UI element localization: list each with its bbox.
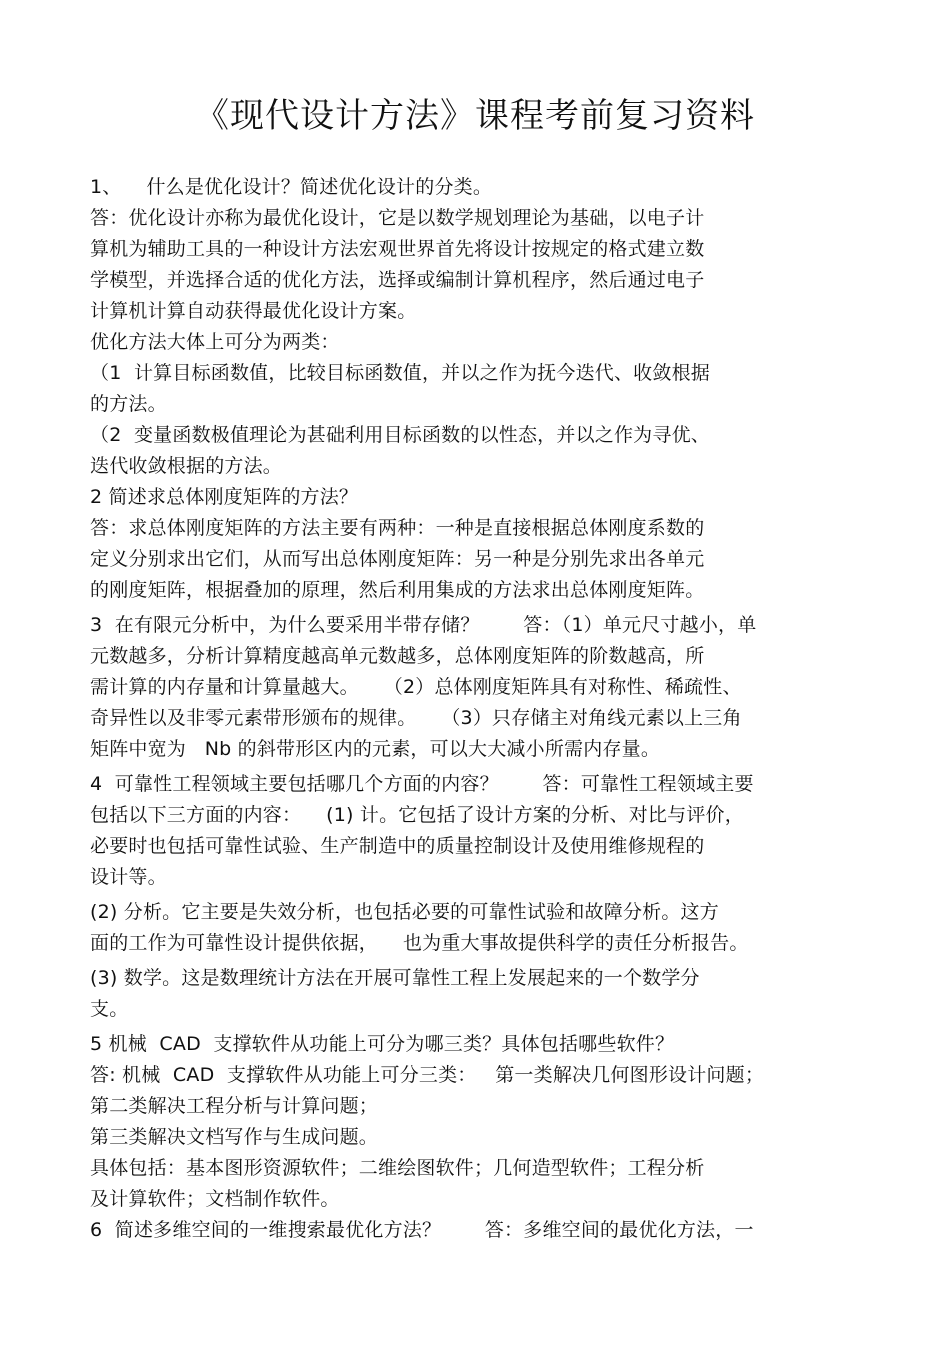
text-line: 答：求总体刚度矩阵的方法主要有两种：一种是直接根据总体刚度系数的 <box>90 517 705 539</box>
text-line: 6 简述多维空间的一维搜索最优化方法？ 答：多维空间的最优化方法，一 <box>90 1219 754 1241</box>
text-line: 奇异性以及非零元素带形颁布的规律。 （3）只存储主对角线元素以上三角 <box>90 707 742 729</box>
text-line: 矩阵中宽为 Nb 的斜带形区内的元素，可以大大减小所需内存量。 <box>90 738 661 760</box>
text-line: 迭代收敛根据的方法。 <box>90 455 283 477</box>
text-line: 支。 <box>90 998 129 1020</box>
text-line: 2 简述求总体刚度矩阵的方法？ <box>90 486 359 508</box>
text-line: （2 变量函数极值理论为甚础利用目标函数的以性态，并以之作为寻优、 <box>90 424 710 446</box>
text-line: 4 可靠性工程领域主要包括哪几个方面的内容？ 答：可靠性工程领域主要 <box>90 773 754 795</box>
text-line: 需计算的内存量和计算量越大。 （2）总体刚度矩阵具有对称性、稀疏性、 <box>90 676 742 698</box>
text-line: 答: 机械 CAD 支撑软件从功能上可分三类： 第一类解决几何图形设计问题； <box>90 1064 765 1086</box>
text-line: 设计等。 <box>90 866 167 888</box>
text-line: 及计算软件；文档制作软件。 <box>90 1188 340 1210</box>
text-line: 5 机械 CAD 支撑软件从功能上可分为哪三类？具体包括哪些软件？ <box>90 1033 675 1055</box>
text-line: 第三类解决文档写作与生成问题。 <box>90 1126 379 1148</box>
text-line: （1 计算目标函数值，比较目标函数值，并以之作为抚今迭代、收敛根据 <box>90 362 710 384</box>
text-line: 算机为辅助工具的一种设计方法宏观世界首先将设计按规定的格式建立数 <box>90 238 705 260</box>
text-line: 第二类解决工程分析与计算问题； <box>90 1095 379 1117</box>
text-line: 的方法。 <box>90 393 167 415</box>
text-line: 答：优化设计亦称为最优化设计，它是以数学规划理论为基础，以电子计 <box>90 207 705 229</box>
text-line: 3 在有限元分析中，为什么要采用半带存储？ 答：（1）单元尺寸越小，单 <box>90 614 757 636</box>
text-line: 学模型，并选择合适的优化方法，选择或编制计算机程序，然后通过电子 <box>90 269 705 291</box>
text-line: 的刚度矩阵，根据叠加的原理，然后利用集成的方法求出总体刚度矩阵。 <box>90 579 705 601</box>
text-line: (2) 分析。它主要是失效分析，也包括必要的可靠性试验和故障分析。这方 <box>90 901 719 923</box>
text-line: (3) 数学。这是数理统计方法在开展可靠性工程上发展起来的一个数学分 <box>90 967 700 989</box>
text-line: 必要时也包括可靠性试验、生产制造中的质量控制设计及使用维修规程的 <box>90 835 705 857</box>
text-line: 包括以下三方面的内容： (1) 计。它包括了设计方案的分析、对比与评价， <box>90 804 744 826</box>
text-line: 计算机计算自动获得最优化设计方案。 <box>90 300 417 322</box>
text-line: 1、 什么是优化设计？简述优化设计的分类。 <box>90 176 493 198</box>
text-line: 具体包括：基本图形资源软件；二维绘图软件；几何造型软件；工程分析 <box>90 1157 705 1179</box>
text-line: 面的工作为可靠性设计提供依据， 也为重大事故提供科学的责任分析报告。 <box>90 932 749 954</box>
text-line: 元数越多，分析计算精度越高单元数越多，总体刚度矩阵的阶数越高，所 <box>90 645 705 667</box>
text-line: 优化方法大体上可分为两类： <box>90 331 340 353</box>
document-body <box>90 172 870 1246</box>
text-line: 定义分别求出它们，从而写出总体刚度矩阵：另一种是分别先求出各单元 <box>90 548 705 570</box>
document-title: 《现代设计方法》课程考前复习资料 <box>195 96 755 136</box>
